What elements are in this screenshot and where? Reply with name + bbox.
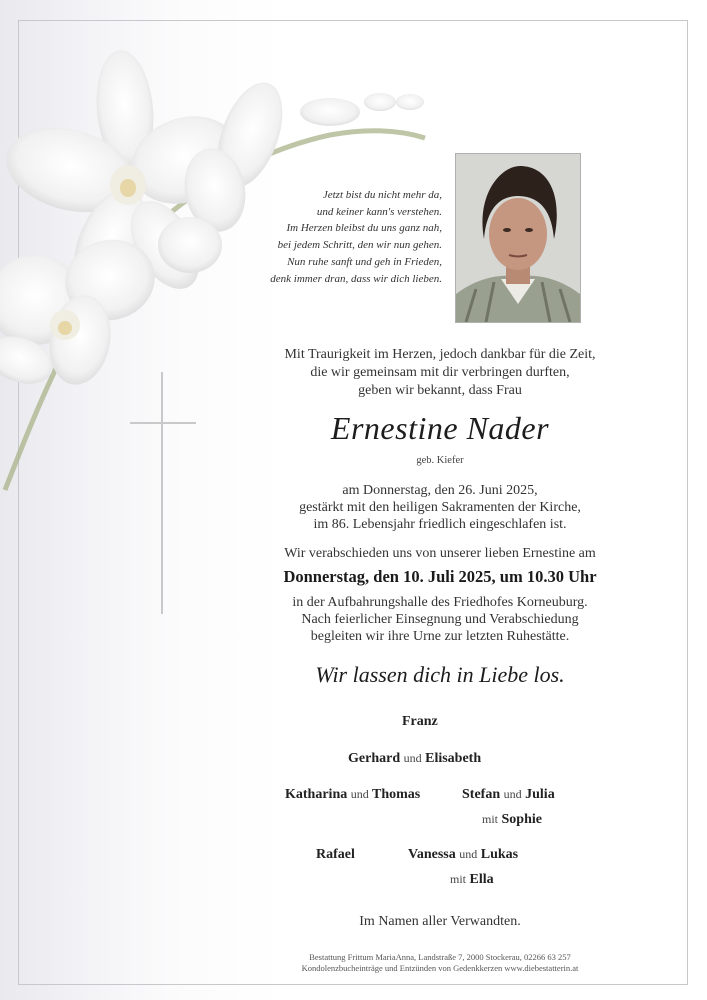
death-line: im 86. Lebensjahr friedlich eingeschlafen ist. <box>313 517 567 532</box>
mourner-couple <box>348 751 481 767</box>
place-line: Nach feierlicher Einsegnung und Verabschiedung <box>301 612 579 627</box>
mourner-joiner: und <box>403 751 422 765</box>
footer-address: Bestattung Frittum MariaAnna, Landstraße 7, 2000 Stockerau, 02266 63 257 <box>309 952 571 962</box>
intro-line: Mit Traurigkeit im Herzen, jedoch dankbar für die Zeit, <box>284 347 596 362</box>
mourner-name: Sophie <box>501 812 542 827</box>
mourner-couple <box>408 847 518 863</box>
motto: Wir lassen dich in Liebe los. <box>315 662 565 687</box>
poem-line: Jetzt bist du nicht mehr da, <box>322 189 442 201</box>
death-line: am Donnerstag, den 26. Juni 2025, <box>342 483 538 498</box>
poem-line: bei jedem Schritt, den wir nun gehen. <box>277 239 442 252</box>
mourner-child <box>482 812 542 828</box>
mourner-with: mit <box>450 872 467 886</box>
death-notice <box>180 482 700 533</box>
mourner-name: Julia <box>525 787 555 802</box>
mourner-child <box>450 872 494 888</box>
poem-line: denk immer dran, dass wir dich lieben. <box>270 272 442 285</box>
mourner-single <box>316 847 355 863</box>
footer <box>180 952 700 974</box>
mourner-name: Elisabeth <box>425 751 482 766</box>
mourner-name: Thomas <box>371 787 421 802</box>
mourner-name: Gerhard <box>348 751 401 766</box>
mourner-joiner: und <box>459 847 478 861</box>
birth-name: geb. Kiefer <box>416 455 464 466</box>
funeral-place <box>180 594 700 645</box>
poem <box>230 187 442 287</box>
mourner-name: Katharina <box>285 787 348 802</box>
farewell-intro: Wir verabschieden uns von unserer lieben Ernestine am <box>284 546 596 561</box>
death-line: gestärkt mit den heiligen Sakramenten der Kirche, <box>299 500 581 515</box>
intro-line: geben wir bekannt, dass Frau <box>358 383 522 398</box>
place-line: begleiten wir ihre Urne zur letzten Ruhestätte. <box>310 629 570 644</box>
mourner-franz <box>402 714 438 730</box>
mourner-joiner: und <box>350 787 369 801</box>
deceased-name: Ernestine Nader <box>330 410 550 446</box>
mourner-name: Lukas <box>480 847 519 862</box>
announcement-intro <box>180 346 700 400</box>
portrait-photo <box>455 153 581 323</box>
mourner-name: Stefan <box>462 787 501 802</box>
intro-line: die wir gemeinsam mit dir verbringen durften, <box>310 365 570 380</box>
mourner-name: Ella <box>469 872 494 887</box>
mourner-with: mit <box>482 812 499 826</box>
mourner-couple <box>462 787 555 803</box>
closing-line: Im Namen aller Verwandten. <box>359 914 521 929</box>
mourner-joiner: und <box>503 787 522 801</box>
poem-line: und keiner kann's verstehen. <box>316 205 442 218</box>
funeral-date: Donnerstag, den 10. Juli 2025, um 10.30 Uhr <box>283 567 597 586</box>
footer-website: Kondolenzbucheinträge und Entzünden von Gedenkkerzen www.diebestatterin.at <box>301 963 579 973</box>
mourner-name: Vanessa <box>408 847 456 862</box>
poem-line: Nun ruhe sanft und geh in Frieden, <box>287 255 442 268</box>
mourner-name: Rafael <box>316 847 355 862</box>
poem-line: Im Herzen bleibst du uns ganz nah, <box>286 222 442 235</box>
mourner-couple <box>285 787 420 803</box>
mourner-name: Franz <box>402 714 438 729</box>
place-line: in der Aufbahrungshalle des Friedhofes Korneuburg. <box>292 595 588 610</box>
